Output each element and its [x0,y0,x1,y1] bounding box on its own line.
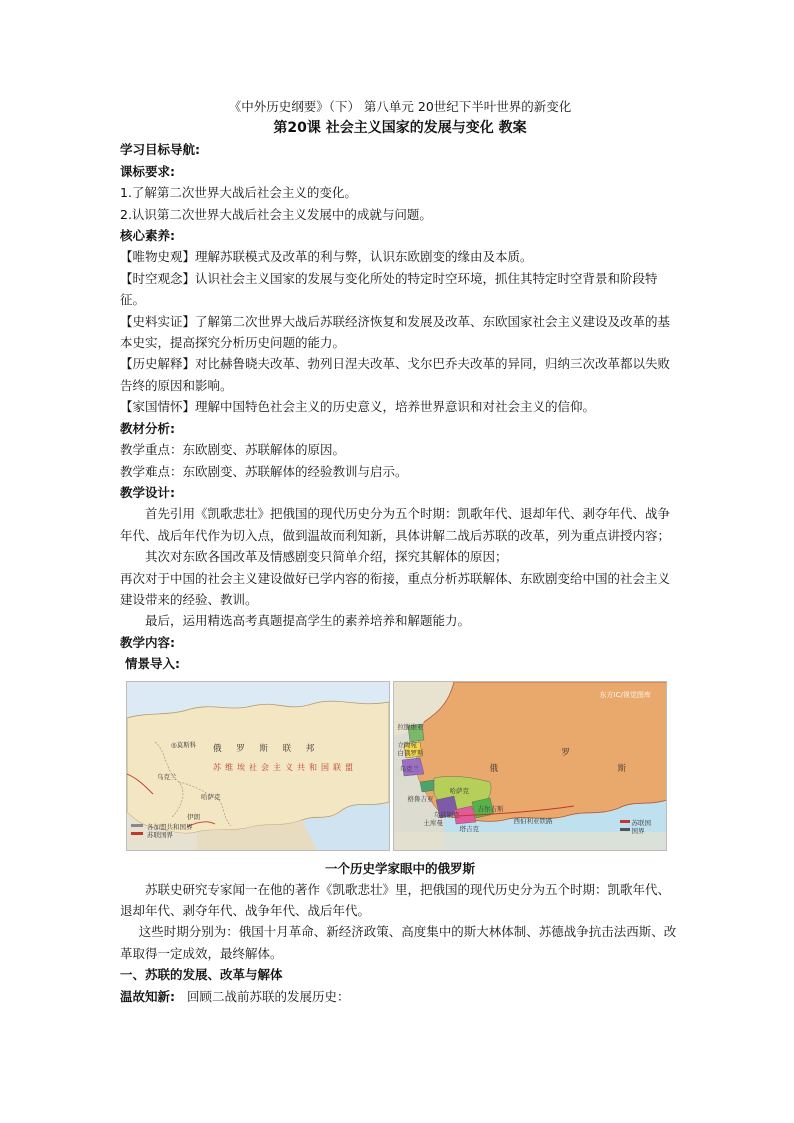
country-label: 白俄罗斯 [397,748,424,757]
design-paragraph: 最后，运用精选高考真题提高学生的素养培养和解题能力。 [145,613,471,629]
ussr-label: 苏维埃社会主义共和国联盟 [213,762,357,772]
literacy-tag: 【家国情怀】 [120,399,196,415]
country-label: 塔吉克 [459,824,480,833]
country-label: 吉尔吉斯 [477,804,504,813]
region-label: 乌克兰 [157,772,177,781]
teaching-key-point: 教学重点：东欧剧变、苏联解体的原因。 [120,442,346,458]
country-label: 格鲁吉亚 [407,794,434,803]
literacy-item [120,311,680,354]
standard-item: 2.认识第二次世界大战后社会主义发展中的成就与问题。 [120,206,432,222]
russia-label-si: 斯 [617,763,627,774]
region-label: 哈萨克 [201,792,221,801]
content-paragraph: 苏联史研究专家闻一在他的著作《凯歌悲壮》里，把俄国的现代历史分为五个时期：凯歌年代、退却年代、剥夺年代、战争年代、战后年代。 [120,881,671,918]
literacy-item [120,396,680,417]
country-label: 哈萨克 [449,786,470,795]
literacy-text: 了解第二次世界大战后苏联经济恢复和发展及改革、东欧国家社会主义建设及改革的基本史实，提高探究分析历史问题的能力。 [120,313,671,351]
map-figure [126,681,667,851]
intro-heading: 情景导入: [125,656,180,672]
russia-label-luo: 罗 [561,747,571,758]
literacy-text: 对比赫鲁晓夫改革、勃列日涅夫改革、戈尔巴乔夫改革的异同，归纳三次改革都以失败告终的原因和影响。 [120,356,671,393]
document-page [120,96,680,1007]
legend-item: 国界 [631,826,645,835]
literacy-text: 理解苏联模式及改革的利与弊，认识东欧剧变的缘由及本质。 [195,249,533,265]
country-label: 拉脱维亚 [397,722,424,731]
goals-heading: 学习目标导航: [120,142,200,158]
ussr-map [126,681,390,851]
post-soviet-map [393,681,667,851]
teaching-difficulty: 教学难点：东欧剧变、苏联解体的经验教训与启示。 [120,463,408,479]
book-unit-line: 《中外历史纲要》（下） 第八单元 20世纪下半叶世界的新变化 [228,99,572,114]
legend-ussr-border: 苏联国界 [147,830,173,839]
literacy-item [120,353,680,396]
figure-caption: 一个历史学家眼中的俄罗斯 [324,860,475,876]
design-heading: 教学设计: [120,484,175,500]
review-label: 温故知新: [120,988,175,1004]
content-heading: 教学内容: [120,634,175,650]
country-label: 乌兹别克 [433,810,460,819]
literacy-heading: 核心素养: [120,228,175,244]
country-label: 立陶宛 [397,740,418,749]
design-paragraph: 首先引用《凯歌悲壮》把俄国的现代历史分为五个时期：凯歌年代、退却年代、剥夺年代、战争年代、战后年代作为切入点，做到温故而利知新，具体讲解二战后苏联的改革，列为重点讲授内容； [120,506,671,543]
standard-item: 1.了解第二次世界大战后社会主义的变化。 [120,185,357,201]
moscow-label: ◎莫斯科 [171,740,197,749]
literacy-tag: 【时空观念】 [120,270,196,286]
review-line [120,986,680,1007]
literacy-tag: 【历史解释】 [120,356,196,372]
legend-republic-border: 各加盟共和国界 [147,822,193,831]
country-label: 土库曼 [423,818,444,827]
content-paragraph: 这些时期分别为：俄国十月革命、新经济政策、高度集中的斯大林体制、苏德战争抗击法西斯、改革取得一定成效，最终解体。 [120,924,677,961]
standards-heading: 课标要求: [120,163,175,179]
design-paragraph: 其次对东欧各国改革及情感剧变只简单介绍，探究其解体的原因； [145,549,508,565]
literacy-tag: 【史料实证】 [120,313,196,329]
literacy-tag: 【唯物史观】 [120,249,196,265]
literacy-item [120,268,680,311]
region-label: 伊朗 [187,812,200,821]
railway-label: 西伯利亚铁路 [513,816,553,825]
russia-federation-label: 俄 罗 斯 联 邦 [213,743,321,754]
design-paragraph: 再次对于中国的社会主义建设做好已学内容的衔接，重点分析苏联解体、东欧剧变给中国的社会主义建设带来的经验、教训。 [120,570,671,607]
analysis-heading: 教材分析: [120,420,175,436]
section-heading: 一、苏联的发展、改革与解体 [120,967,283,983]
country-label: 乌克兰 [399,764,420,773]
russia-label-e: 俄 [489,763,499,774]
legend-item: 苏联国 [631,818,652,827]
literacy-text: 认识社会主义国家的发展与变化所处的特定时空环境，抓住其特定时空背景和阶段特征。 [120,270,658,308]
literacy-text: 理解中国特色社会主义的历史意义，培养世界意识和对社会主义的信仰。 [195,399,596,415]
image-watermark: 东方IC/视觉图库 [599,690,651,699]
review-text: 回顾二战前苏联的发展历史： [187,988,350,1004]
literacy-item [120,246,680,267]
lesson-title: 第20课 社会主义国家的发展与变化 教案 [273,120,527,137]
